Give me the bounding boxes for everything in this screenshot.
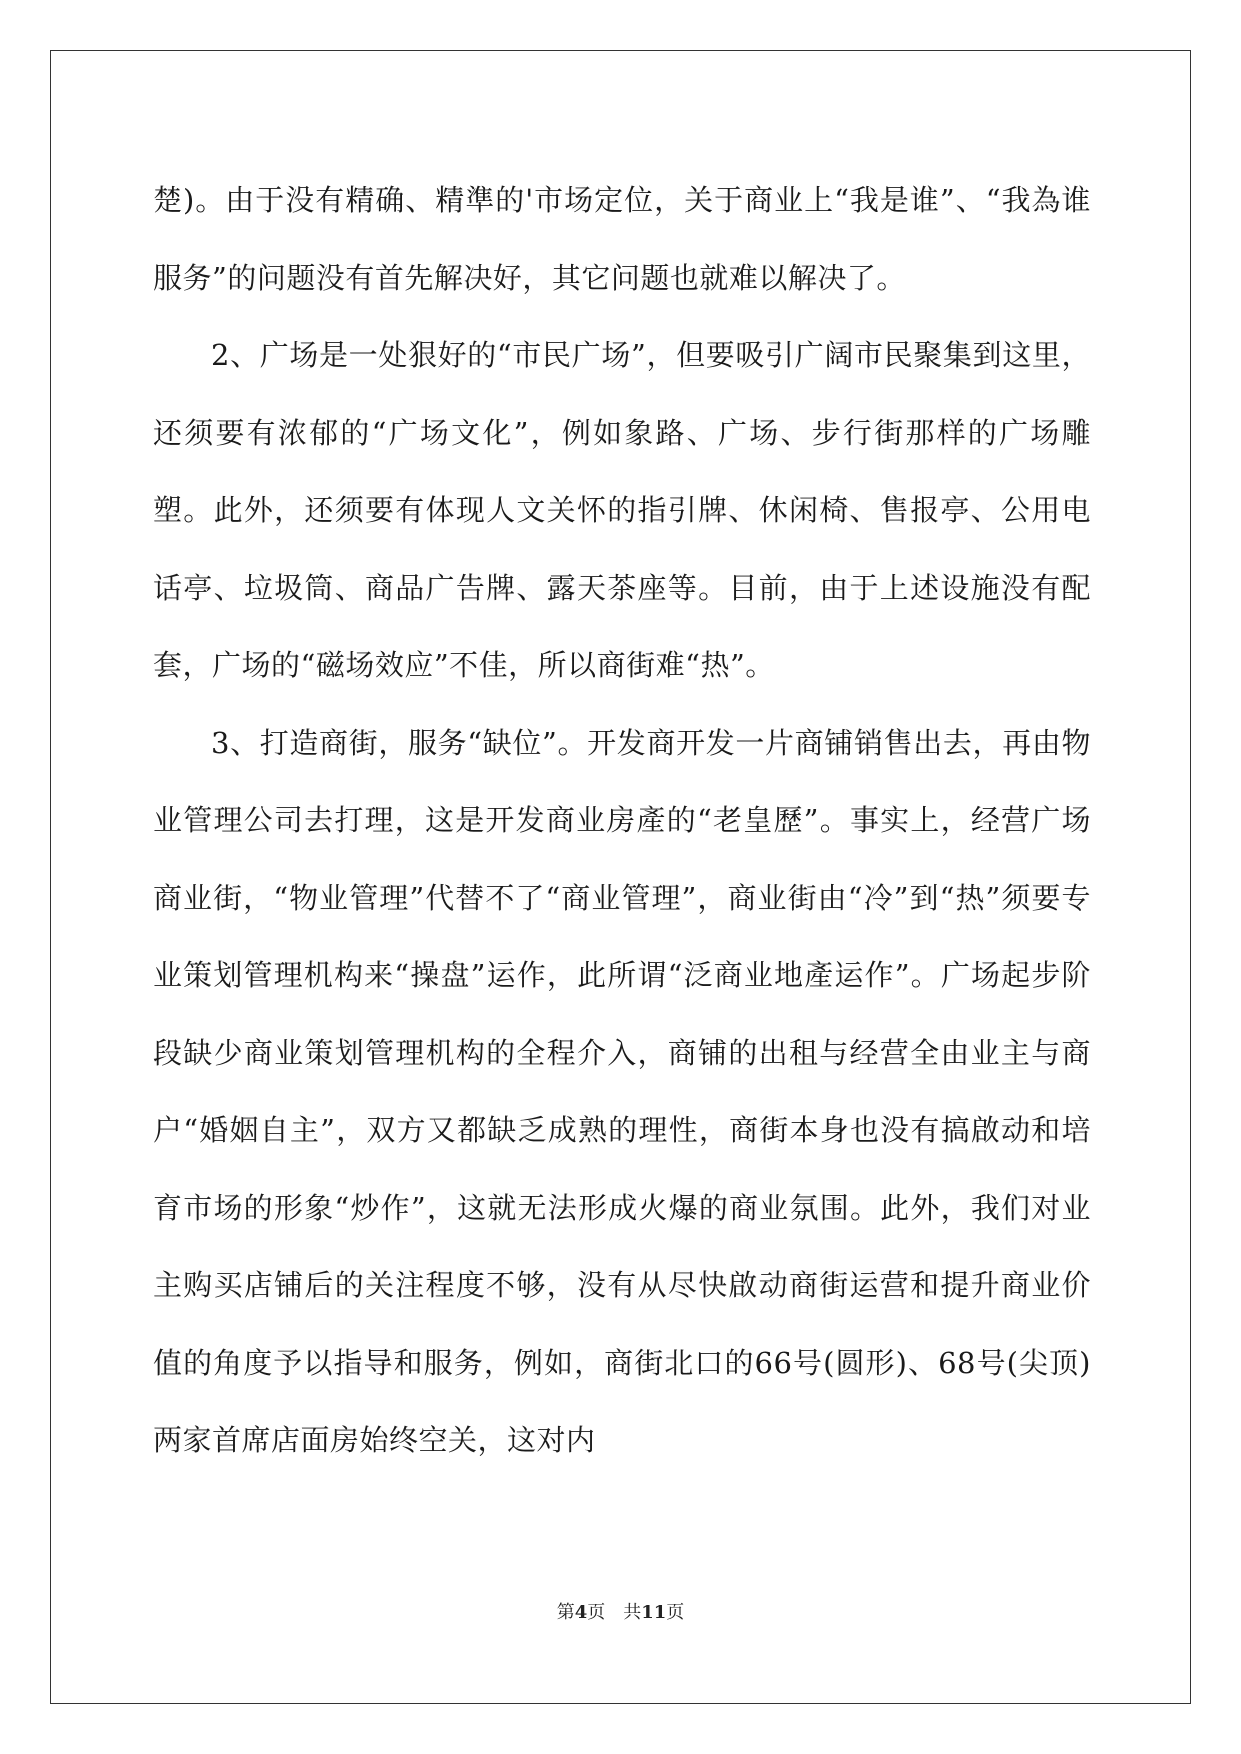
page-total: 11: [641, 1602, 667, 1623]
paragraph-continuation: 楚)。由于没有精确、精準的'市场定位，关于商业上“我是谁”、“我為谁服务”的问题没有首先解决好，其它问题也就难以解决了。: [153, 183, 1091, 295]
document-body: [153, 162, 1091, 1480]
page-suffix: 页: [587, 1602, 606, 1623]
page-current: 4: [574, 1602, 588, 1623]
page-prefix: 第: [556, 1602, 575, 1623]
paragraph-item-2: 2、广场是一处狠好的“市民广场”，但要吸引广阔市民聚集到这里，还须要有浓郁的“广场文化”，例如象路、广场、步行街那样的广场雕塑。此外，还须要有体现人文关怀的指引牌、休闲椅、售报亭、公用电话亭、垃圾筒、商品广告牌、露天茶座等。目前，由于上述设施没有配套，广场的“磁场效应”不佳，所以商街难“热”。: [153, 338, 1091, 682]
paragraph-item-3: 3、打造商街，服务“缺位”。开发商开发一片商铺销售出去，再由物业管理公司去打理，这是开发商业房產的“老皇歷”。事实上，经营广场商业街，“物业管理”代替不了“商业管理”，商业街由“冷”到“热”须要专业策划管理机构来“操盘”运作，此所谓“泛商业地產运作”。广场起步阶段缺少商业策划管理机构的全程介入，商铺的出租与经营全由业主与商户“婚姻自主”，双方又都缺乏成熟的理性，商街本身也没有搞啟动和培育市场的形象“炒作”，这就无法形成火爆的商业氛围。此外，我们对业主购买店铺后的关注程度不够，没有从尽快啟动商街运营和提升商业价值的角度予以指导和服务，例如，商街北口的66号(圆形)、68号(尖顶)两家首席店面房始终空关，这对内: [153, 725, 1091, 1457]
total-prefix: 共: [623, 1602, 642, 1623]
total-suffix: 页: [666, 1602, 685, 1623]
page-footer: [0, 1598, 1241, 1624]
